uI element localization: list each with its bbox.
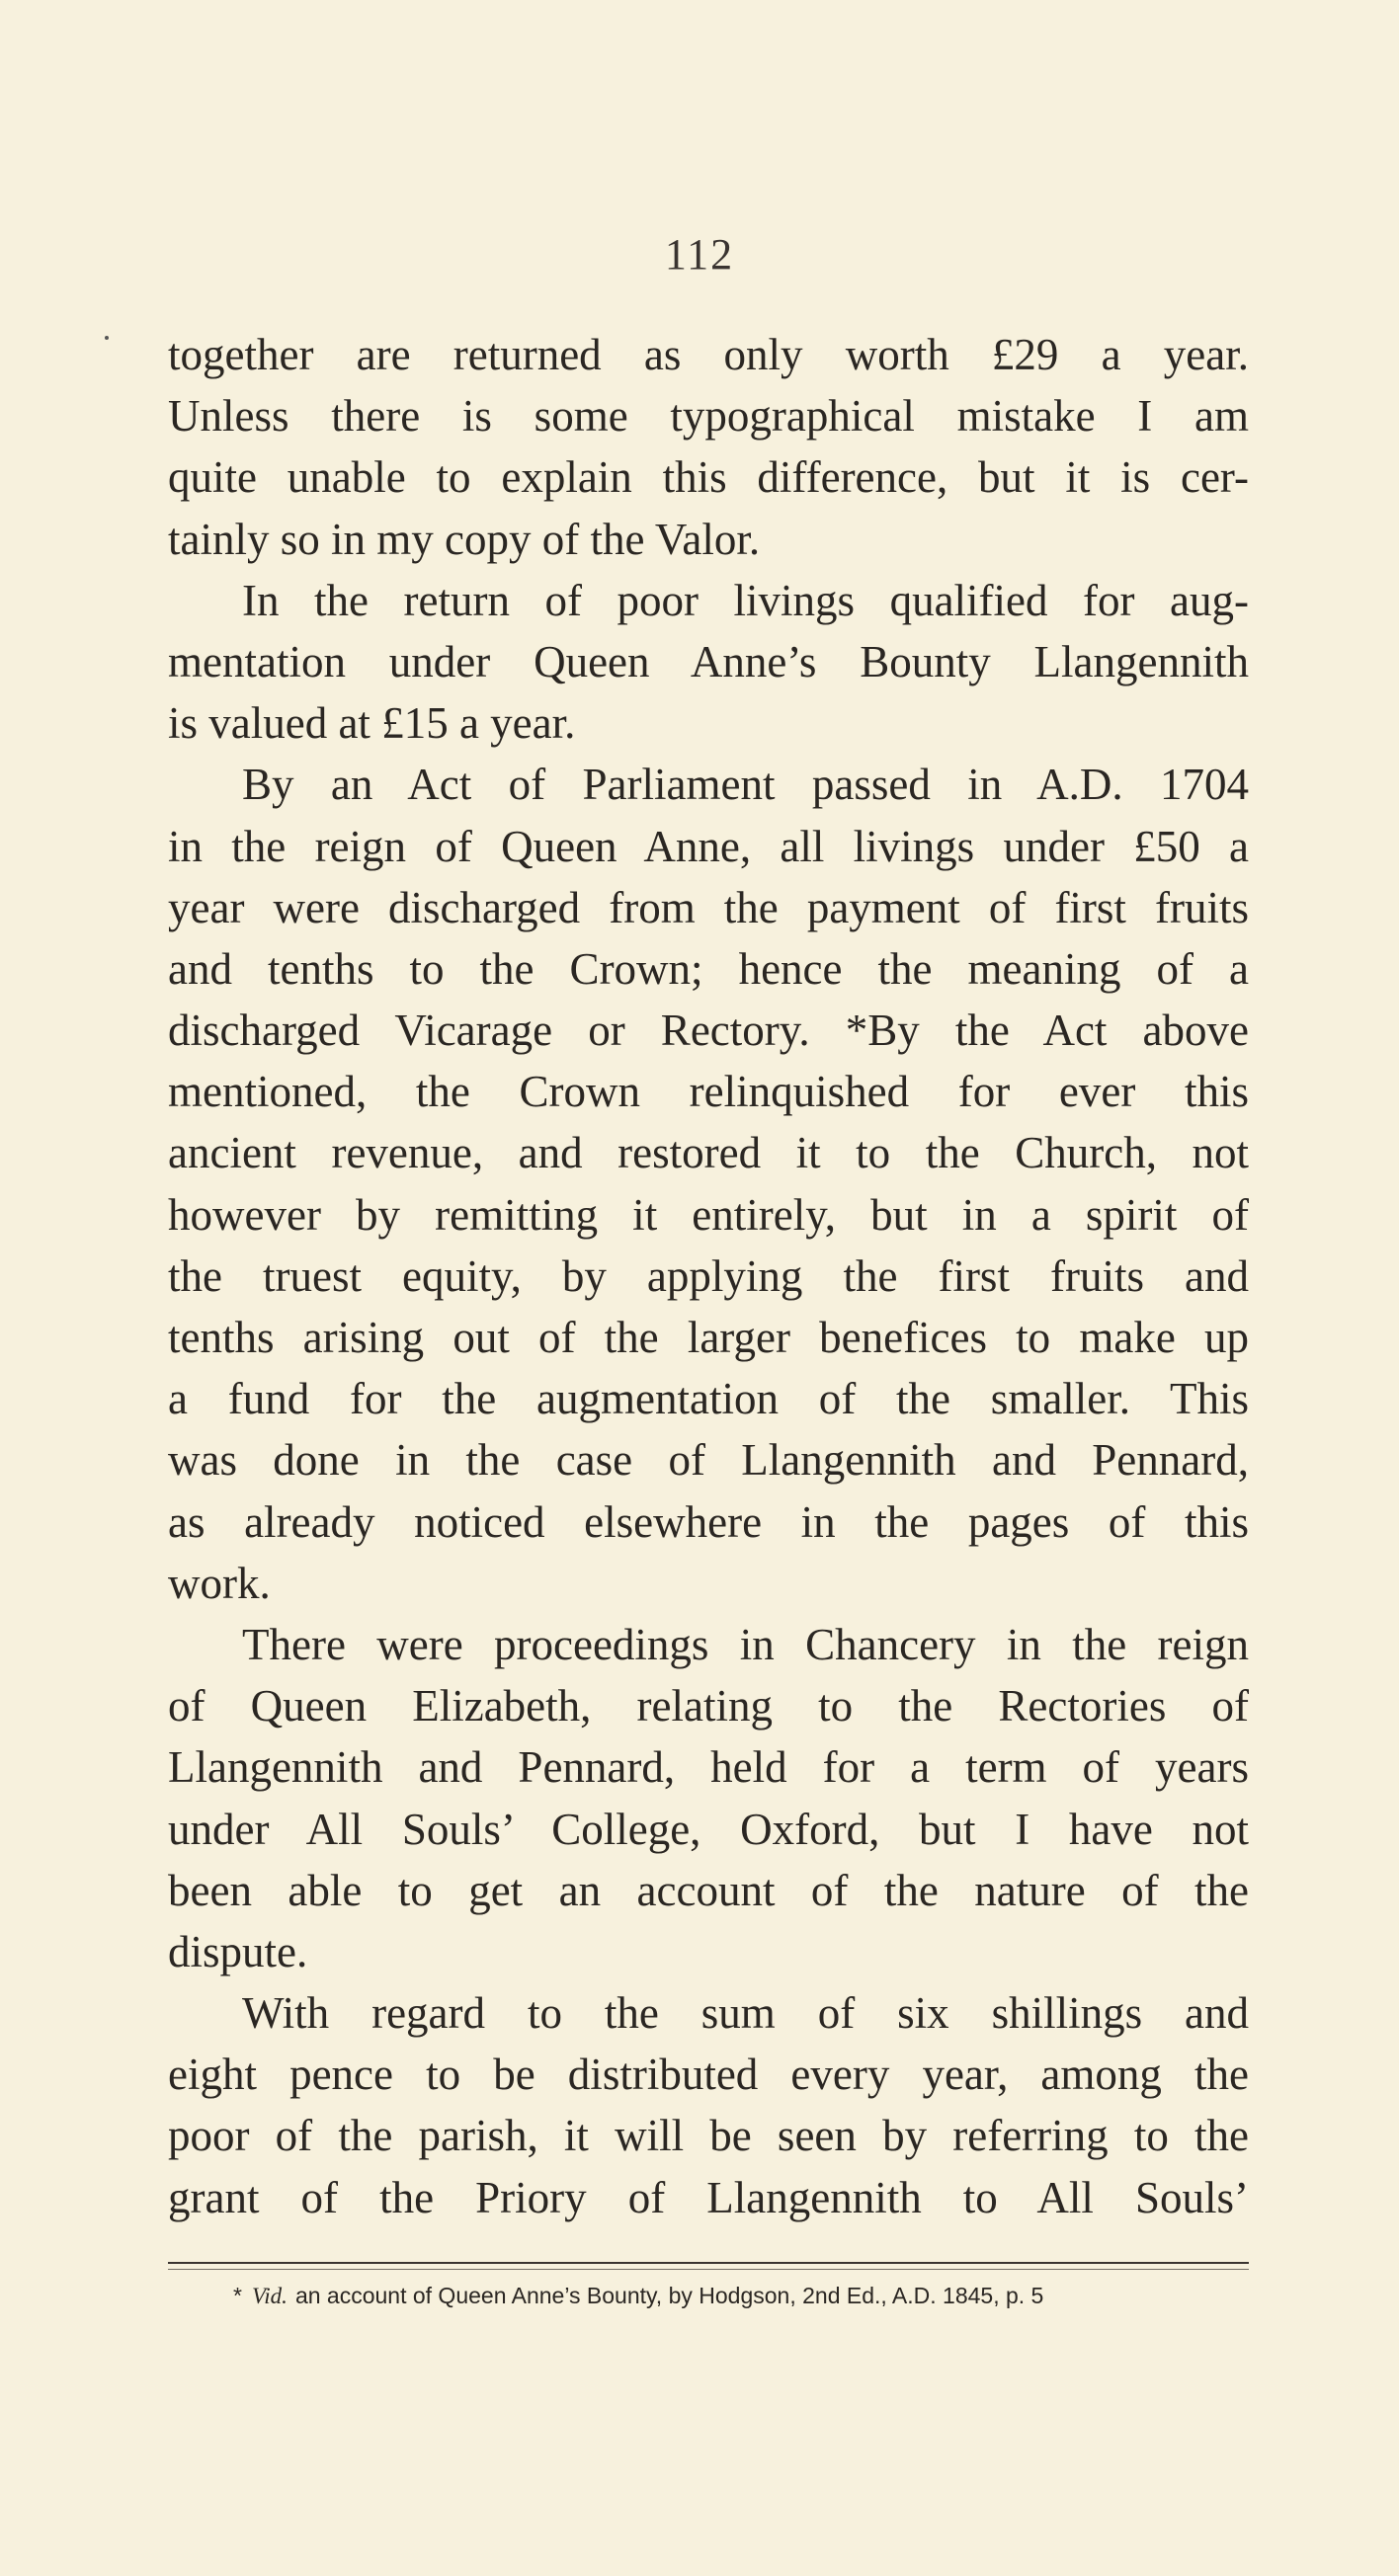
text-line: Llangennith and Pennard, held for a term of years <box>168 1742 1249 1793</box>
footnote-rule-secondary <box>168 2269 1249 2270</box>
text-line: grant of the Priory of Llangennith to All Souls’ <box>168 2172 1249 2222</box>
text-line: mentioned, the Crown relinquished for ever this <box>168 1067 1249 1117</box>
text-line: dispute. <box>168 1926 308 1976</box>
ink-speck <box>105 336 109 340</box>
text-line: however by remitting it entirely, but in a spirit of <box>168 1189 1249 1240</box>
text-line: under All Souls’ College, Oxford, but I have not <box>168 1804 1249 1854</box>
text-line: quite unable to explain this difference, but it is cer- <box>168 452 1249 503</box>
footnote-text: an account of Queen Anne’s Bounty, by Hodgson, 2nd Ed., A.D. 1845, p. 5 <box>294 2283 1044 2308</box>
text-line: been able to get an account of the nature of the <box>168 1865 1249 1915</box>
text-line: In the return of poor livings qualified for aug- <box>242 575 1249 625</box>
text-line: By an Act of Parliament passed in A.D. 1704 <box>242 760 1249 810</box>
text-line: a fund for the augmentation of the smaller. This <box>168 1374 1249 1424</box>
text-line: in the reign of Queen Anne, all livings under £50 a <box>168 821 1249 871</box>
footnote-marker: * <box>233 2283 242 2308</box>
footnote-vid: Vid. <box>251 2284 288 2308</box>
text-line: Unless there is some typographical mistake I am <box>168 391 1249 442</box>
body-text <box>168 324 1249 2228</box>
text-line: mentation under Queen Anne’s Bounty Llangennith <box>168 636 1249 686</box>
text-line: tenths arising out of the larger benefices to make up <box>168 1313 1249 1362</box>
text-line: was done in the case of Llangennith and Pennard, <box>168 1435 1249 1486</box>
text-line: the truest equity, by applying the first fruits and <box>168 1250 1249 1301</box>
text-line: There were proceedings in Chancery in the reign <box>242 1619 1249 1669</box>
footnote <box>233 2278 1251 2314</box>
text-line: ancient revenue, and restored it to the Church, not <box>168 1128 1249 1178</box>
text-line: work. <box>168 1558 271 1608</box>
page-number: 112 <box>664 230 735 279</box>
text-line: eight pence to be distributed every year, among the <box>168 2050 1249 2100</box>
text-line: poor of the parish, it will be seen by referring to the <box>168 2111 1249 2161</box>
text-line: as already noticed elsewhere in the pages of this <box>168 1496 1249 1547</box>
text-line: With regard to the sum of six shillings and <box>242 1988 1249 2039</box>
text-line: together are returned as only worth £29 a year. <box>168 330 1249 379</box>
text-line: of Queen Elizabeth, relating to the Rectories of <box>168 1681 1249 1731</box>
text-line: is valued at £15 a year. <box>168 698 576 749</box>
text-line: tainly so in my copy of the Valor. <box>168 514 761 564</box>
text-line: discharged Vicarage or Rectory. *By the Act above <box>168 1006 1249 1056</box>
text-line: and tenths to the Crown; hence the meaning of a <box>168 943 1249 994</box>
text-line: year were discharged from the payment of first fruits <box>168 882 1249 932</box>
footnote-rule <box>168 2262 1249 2264</box>
